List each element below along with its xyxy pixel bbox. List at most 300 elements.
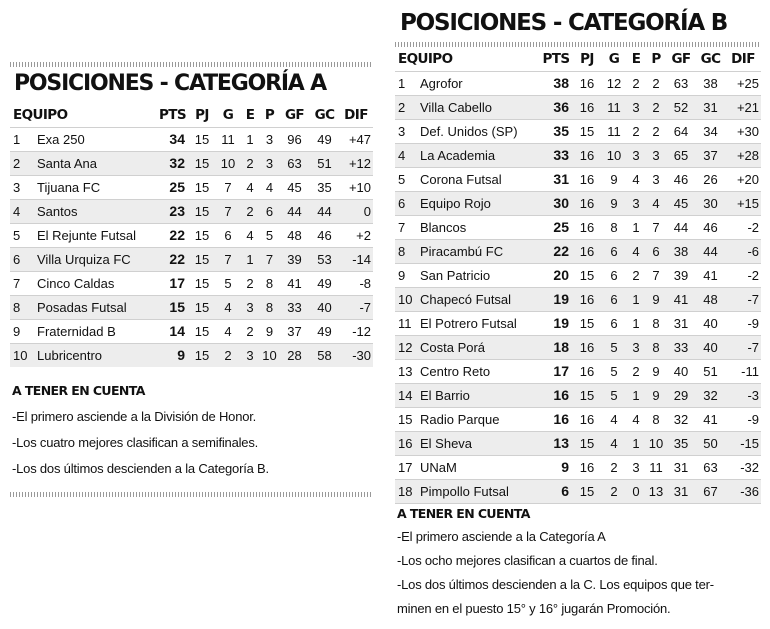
- table-row: [395, 119, 761, 143]
- drawn-cell: 2: [626, 359, 646, 383]
- header-dif: DIF: [344, 106, 368, 123]
- table-row: [395, 287, 761, 311]
- lost-cell: 10: [260, 343, 279, 367]
- goal-difference-cell: +10: [339, 175, 373, 199]
- team-name-cell: Exa 250: [37, 127, 157, 151]
- goals-against-cell: 30: [696, 191, 725, 215]
- team-name-cell: Villa Cabello: [420, 95, 540, 119]
- goals-for-cell: 63: [279, 151, 310, 175]
- lost-cell: 6: [646, 239, 666, 263]
- won-cell: 5: [602, 383, 626, 407]
- won-cell: 4: [602, 407, 626, 431]
- drawn-cell: 3: [626, 455, 646, 479]
- played-cell: 16: [572, 215, 602, 239]
- points-cell: 19: [540, 311, 572, 335]
- goal-difference-cell: -12: [339, 319, 373, 343]
- category-b-standings-table: [395, 47, 761, 504]
- goals-against-cell: 51: [310, 151, 339, 175]
- header-pj: PJ: [195, 106, 209, 123]
- team-name-cell: El Potrero Futsal: [420, 311, 540, 335]
- position-cell: 10: [10, 343, 37, 367]
- table-row: [395, 455, 761, 479]
- drawn-cell: 2: [626, 119, 646, 143]
- note-line: -El primero asciende a la Categoría A: [397, 528, 606, 544]
- lost-cell: 4: [260, 175, 279, 199]
- goals-against-cell: 35: [310, 175, 339, 199]
- team-name-cell: El Barrio: [420, 383, 540, 407]
- team-name-cell: Centro Reto: [420, 359, 540, 383]
- drawn-cell: 2: [240, 151, 260, 175]
- table-row: [10, 247, 373, 271]
- table-row: [395, 383, 761, 407]
- lost-cell: 8: [646, 407, 666, 431]
- played-cell: 16: [572, 359, 602, 383]
- won-cell: 11: [602, 119, 626, 143]
- position-cell: 15: [395, 407, 420, 431]
- team-name-cell: San Patricio: [420, 263, 540, 287]
- points-cell: 9: [157, 343, 188, 367]
- header-e: E: [245, 106, 255, 123]
- header-gc: GC: [700, 50, 721, 67]
- goals-against-cell: 38: [696, 71, 725, 95]
- points-cell: 30: [540, 191, 572, 215]
- points-cell: 25: [157, 175, 188, 199]
- goals-for-cell: 33: [279, 295, 310, 319]
- played-cell: 15: [572, 119, 602, 143]
- goals-for-cell: 44: [279, 199, 310, 223]
- won-cell: 7: [216, 175, 240, 199]
- position-cell: 3: [10, 175, 37, 199]
- goals-for-cell: 39: [666, 263, 696, 287]
- team-name-cell: Radio Parque: [420, 407, 540, 431]
- drawn-cell: 1: [626, 215, 646, 239]
- won-cell: 5: [216, 271, 240, 295]
- goals-for-cell: 48: [279, 223, 310, 247]
- position-cell: 4: [10, 199, 37, 223]
- won-cell: 6: [602, 311, 626, 335]
- played-cell: 16: [572, 455, 602, 479]
- position-cell: 13: [395, 359, 420, 383]
- table-row: [395, 431, 761, 455]
- won-cell: 5: [602, 335, 626, 359]
- won-cell: 4: [216, 319, 240, 343]
- goals-against-cell: 51: [696, 359, 725, 383]
- drawn-cell: 4: [240, 223, 260, 247]
- table-row: [395, 95, 761, 119]
- played-cell: 16: [572, 71, 602, 95]
- goals-for-cell: 35: [666, 431, 696, 455]
- team-name-cell: Def. Unidos (SP): [420, 119, 540, 143]
- lost-cell: 7: [646, 215, 666, 239]
- points-cell: 38: [540, 71, 572, 95]
- position-cell: 1: [10, 127, 37, 151]
- team-name-cell: Fraternidad B: [37, 319, 157, 343]
- table-header-row: [395, 47, 761, 71]
- drawn-cell: 1: [626, 311, 646, 335]
- points-cell: 13: [540, 431, 572, 455]
- lost-cell: 7: [260, 247, 279, 271]
- position-cell: 1: [395, 71, 420, 95]
- points-cell: 33: [540, 143, 572, 167]
- goals-for-cell: 32: [666, 407, 696, 431]
- team-name-cell: Posadas Futsal: [37, 295, 157, 319]
- position-cell: 9: [395, 263, 420, 287]
- goals-for-cell: 41: [279, 271, 310, 295]
- notes-title: A TENER EN CUENTA: [397, 505, 530, 521]
- drawn-cell: 2: [240, 319, 260, 343]
- goal-difference-cell: +30: [725, 119, 761, 143]
- played-cell: 15: [188, 295, 216, 319]
- position-cell: 8: [395, 239, 420, 263]
- points-cell: 18: [540, 335, 572, 359]
- table-row: [395, 191, 761, 215]
- table-row: [395, 263, 761, 287]
- position-cell: 18: [395, 479, 420, 503]
- goals-for-cell: 64: [666, 119, 696, 143]
- note-line: -Los dos últimos descienden a la C. Los equipos que ter-: [397, 576, 714, 592]
- team-name-cell: Santa Ana: [37, 151, 157, 175]
- drawn-cell: 2: [626, 263, 646, 287]
- position-cell: 11: [395, 311, 420, 335]
- goal-difference-cell: +21: [725, 95, 761, 119]
- category-b-panel: [395, 6, 761, 621]
- drawn-cell: 1: [626, 431, 646, 455]
- points-cell: 6: [540, 479, 572, 503]
- goals-against-cell: 48: [696, 287, 725, 311]
- goals-against-cell: 41: [696, 263, 725, 287]
- goals-for-cell: 40: [666, 359, 696, 383]
- header-e: E: [631, 50, 641, 67]
- lost-cell: 8: [260, 295, 279, 319]
- won-cell: 2: [602, 479, 626, 503]
- goals-for-cell: 33: [666, 335, 696, 359]
- lost-cell: 3: [260, 127, 279, 151]
- team-name-cell: Piracambú FC: [420, 239, 540, 263]
- drawn-cell: 1: [626, 383, 646, 407]
- drawn-cell: 4: [240, 175, 260, 199]
- points-cell: 16: [540, 407, 572, 431]
- lost-cell: 4: [646, 191, 666, 215]
- team-name-cell: UNaM: [420, 455, 540, 479]
- won-cell: 4: [216, 295, 240, 319]
- position-cell: 6: [395, 191, 420, 215]
- team-name-cell: La Academia: [420, 143, 540, 167]
- drawn-cell: 4: [626, 407, 646, 431]
- played-cell: 16: [572, 287, 602, 311]
- team-name-cell: Blancos: [420, 215, 540, 239]
- drawn-cell: 1: [240, 127, 260, 151]
- goals-for-cell: 31: [666, 455, 696, 479]
- position-cell: 9: [10, 319, 37, 343]
- team-name-cell: Tijuana FC: [37, 175, 157, 199]
- goals-for-cell: 38: [666, 239, 696, 263]
- played-cell: 15: [188, 127, 216, 151]
- drawn-cell: 1: [626, 287, 646, 311]
- table-row: [395, 407, 761, 431]
- points-cell: 31: [540, 167, 572, 191]
- category-b-notes: [395, 506, 761, 621]
- goals-against-cell: 67: [696, 479, 725, 503]
- won-cell: 5: [602, 359, 626, 383]
- goal-difference-cell: -7: [725, 287, 761, 311]
- won-cell: 6: [602, 263, 626, 287]
- table-row: [10, 319, 373, 343]
- goal-difference-cell: -32: [725, 455, 761, 479]
- position-cell: 17: [395, 455, 420, 479]
- goals-against-cell: 34: [696, 119, 725, 143]
- played-cell: 16: [572, 167, 602, 191]
- lost-cell: 3: [646, 143, 666, 167]
- category-a-panel: [10, 62, 373, 497]
- goal-difference-cell: +15: [725, 191, 761, 215]
- goals-against-cell: 58: [310, 343, 339, 367]
- drawn-cell: 3: [626, 335, 646, 359]
- goal-difference-cell: +25: [725, 71, 761, 95]
- played-cell: 16: [572, 191, 602, 215]
- goals-against-cell: 40: [310, 295, 339, 319]
- drawn-cell: 2: [626, 71, 646, 95]
- table-row: [395, 71, 761, 95]
- table-row: [10, 223, 373, 247]
- played-cell: 15: [572, 263, 602, 287]
- goal-difference-cell: -7: [725, 335, 761, 359]
- played-cell: 15: [572, 431, 602, 455]
- position-cell: 2: [395, 95, 420, 119]
- note-line: -El primero asciende a la División de Honor.: [12, 409, 257, 424]
- won-cell: 2: [216, 343, 240, 367]
- position-cell: 7: [10, 271, 37, 295]
- played-cell: 16: [572, 95, 602, 119]
- table-row: [10, 271, 373, 295]
- played-cell: 15: [188, 199, 216, 223]
- team-name-cell: Chapecó Futsal: [420, 287, 540, 311]
- table-header-row: [10, 103, 373, 127]
- header-p: P: [264, 106, 275, 123]
- goals-for-cell: 63: [666, 71, 696, 95]
- goals-against-cell: 44: [696, 239, 725, 263]
- goal-difference-cell: +47: [339, 127, 373, 151]
- team-name-cell: Lubricentro: [37, 343, 157, 367]
- played-cell: 15: [572, 479, 602, 503]
- category-b-title: POSICIONES - CATEGORÍA B: [400, 10, 728, 36]
- won-cell: 6: [216, 223, 240, 247]
- category-a-title: POSICIONES - CATEGORÍA A: [14, 71, 326, 96]
- header-gc: GC: [314, 106, 335, 123]
- goal-difference-cell: -14: [339, 247, 373, 271]
- lost-cell: 2: [646, 119, 666, 143]
- table-row: [10, 199, 373, 223]
- points-cell: 14: [157, 319, 188, 343]
- played-cell: 15: [188, 247, 216, 271]
- goals-for-cell: 31: [666, 479, 696, 503]
- points-cell: 17: [540, 359, 572, 383]
- team-name-cell: Pimpollo Futsal: [420, 479, 540, 503]
- points-cell: 34: [157, 127, 188, 151]
- lost-cell: 8: [646, 335, 666, 359]
- goals-for-cell: 65: [666, 143, 696, 167]
- note-line: -Los ocho mejores clasifican a cuartos de final.: [397, 552, 658, 568]
- lost-cell: 5: [260, 223, 279, 247]
- played-cell: 15: [188, 175, 216, 199]
- won-cell: 4: [602, 431, 626, 455]
- lost-cell: 3: [260, 151, 279, 175]
- goals-for-cell: 52: [666, 95, 696, 119]
- lost-cell: 7: [646, 263, 666, 287]
- goals-against-cell: 31: [696, 95, 725, 119]
- table-row: [10, 295, 373, 319]
- position-cell: 12: [395, 335, 420, 359]
- position-cell: 5: [10, 223, 37, 247]
- goals-for-cell: 41: [666, 287, 696, 311]
- lost-cell: 6: [260, 199, 279, 223]
- drawn-cell: 2: [240, 271, 260, 295]
- drawn-cell: 3: [240, 295, 260, 319]
- header-gf: GF: [671, 50, 691, 67]
- category-a-standings-table: [10, 103, 373, 367]
- lost-cell: 10: [646, 431, 666, 455]
- drawn-cell: 3: [626, 143, 646, 167]
- goals-against-cell: 46: [310, 223, 339, 247]
- lost-cell: 11: [646, 455, 666, 479]
- hatch-divider: [10, 62, 373, 67]
- position-cell: 5: [395, 167, 420, 191]
- goals-for-cell: 31: [666, 311, 696, 335]
- points-cell: 15: [157, 295, 188, 319]
- table-row: [395, 143, 761, 167]
- goals-against-cell: 49: [310, 271, 339, 295]
- played-cell: 15: [188, 223, 216, 247]
- lost-cell: 9: [260, 319, 279, 343]
- goals-for-cell: 96: [279, 127, 310, 151]
- points-cell: 17: [157, 271, 188, 295]
- lost-cell: 8: [646, 311, 666, 335]
- lost-cell: 3: [646, 167, 666, 191]
- hatch-divider: [10, 492, 373, 497]
- goal-difference-cell: -11: [725, 359, 761, 383]
- note-line: minen en el puesto 15° y 16° jugarán Promoción.: [397, 600, 671, 616]
- goals-for-cell: 46: [666, 167, 696, 191]
- points-cell: 22: [540, 239, 572, 263]
- table-row: [10, 175, 373, 199]
- position-cell: 3: [395, 119, 420, 143]
- table-row: [395, 167, 761, 191]
- points-cell: 35: [540, 119, 572, 143]
- goal-difference-cell: -8: [339, 271, 373, 295]
- goals-for-cell: 29: [666, 383, 696, 407]
- goals-against-cell: 63: [696, 455, 725, 479]
- won-cell: 6: [602, 287, 626, 311]
- goals-against-cell: 53: [310, 247, 339, 271]
- table-row: [10, 127, 373, 151]
- header-pj: PJ: [580, 50, 594, 67]
- points-cell: 22: [157, 223, 188, 247]
- goal-difference-cell: 0: [339, 199, 373, 223]
- position-cell: 14: [395, 383, 420, 407]
- table-row: [395, 311, 761, 335]
- team-name-cell: Cinco Caldas: [37, 271, 157, 295]
- goals-against-cell: 44: [310, 199, 339, 223]
- team-name-cell: Agrofor: [420, 71, 540, 95]
- won-cell: 9: [602, 167, 626, 191]
- table-row: [395, 359, 761, 383]
- drawn-cell: 4: [626, 167, 646, 191]
- team-name-cell: Santos: [37, 199, 157, 223]
- position-cell: 4: [395, 143, 420, 167]
- position-cell: 7: [395, 215, 420, 239]
- points-cell: 23: [157, 199, 188, 223]
- goal-difference-cell: -6: [725, 239, 761, 263]
- header-g: G: [222, 106, 234, 123]
- drawn-cell: 4: [626, 239, 646, 263]
- points-cell: 32: [157, 151, 188, 175]
- points-cell: 25: [540, 215, 572, 239]
- drawn-cell: 3: [626, 95, 646, 119]
- points-cell: 20: [540, 263, 572, 287]
- played-cell: 16: [572, 143, 602, 167]
- header-team: EQUIPO: [398, 50, 453, 67]
- lost-cell: 9: [646, 287, 666, 311]
- goal-difference-cell: -36: [725, 479, 761, 503]
- points-cell: 19: [540, 287, 572, 311]
- team-name-cell: El Sheva: [420, 431, 540, 455]
- goals-for-cell: 39: [279, 247, 310, 271]
- won-cell: 6: [602, 239, 626, 263]
- goal-difference-cell: +28: [725, 143, 761, 167]
- goals-against-cell: 37: [696, 143, 725, 167]
- played-cell: 16: [572, 239, 602, 263]
- table-row: [395, 239, 761, 263]
- header-g: G: [608, 50, 620, 67]
- notes-title: A TENER EN CUENTA: [12, 383, 145, 398]
- position-cell: 2: [10, 151, 37, 175]
- position-cell: 8: [10, 295, 37, 319]
- goals-against-cell: 49: [310, 319, 339, 343]
- lost-cell: 9: [646, 383, 666, 407]
- header-pts: PTS: [542, 50, 570, 67]
- played-cell: 16: [572, 335, 602, 359]
- team-name-cell: Costa Porá: [420, 335, 540, 359]
- team-name-cell: Equipo Rojo: [420, 191, 540, 215]
- goals-against-cell: 40: [696, 311, 725, 335]
- table-row: [395, 479, 761, 503]
- lost-cell: 2: [646, 71, 666, 95]
- category-a-notes: [10, 383, 373, 482]
- goals-for-cell: 37: [279, 319, 310, 343]
- table-row: [395, 335, 761, 359]
- points-cell: 22: [157, 247, 188, 271]
- played-cell: 15: [188, 151, 216, 175]
- position-cell: 6: [10, 247, 37, 271]
- goals-for-cell: 45: [666, 191, 696, 215]
- won-cell: 10: [216, 151, 240, 175]
- won-cell: 7: [216, 199, 240, 223]
- goal-difference-cell: +12: [339, 151, 373, 175]
- lost-cell: 13: [646, 479, 666, 503]
- team-name-cell: Villa Urquiza FC: [37, 247, 157, 271]
- goals-against-cell: 32: [696, 383, 725, 407]
- played-cell: 15: [188, 319, 216, 343]
- won-cell: 11: [216, 127, 240, 151]
- goal-difference-cell: -30: [339, 343, 373, 367]
- goals-against-cell: 40: [696, 335, 725, 359]
- position-cell: 10: [395, 287, 420, 311]
- won-cell: 12: [602, 71, 626, 95]
- drawn-cell: 2: [240, 199, 260, 223]
- played-cell: 15: [188, 271, 216, 295]
- goals-against-cell: 41: [696, 407, 725, 431]
- goal-difference-cell: -3: [725, 383, 761, 407]
- played-cell: 15: [188, 343, 216, 367]
